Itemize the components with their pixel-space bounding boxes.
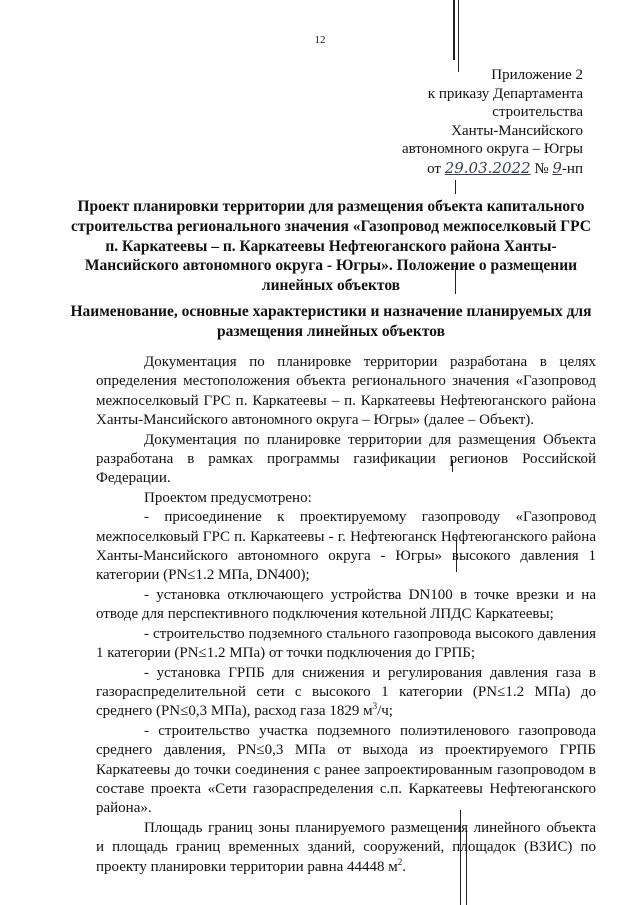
list-item: - установка отключающего устройства DN100 в точке врезки и на отводе для перспективного подключения котельной ЛПДС Каркатеевы; — [96, 586, 596, 623]
unit-tail: . — [402, 858, 407, 875]
appendix-from: от — [427, 160, 441, 177]
document-body — [96, 353, 596, 877]
paragraph: Документация по планировке территории для размещения Объекта разработана в рамках программы газификации регионов Российской Федерации. — [96, 431, 596, 487]
list-item: - присоединение к проектируемому газопроводу «Газопровод межпоселковый ГРС п. Каркатеевы - г. Нефтеюганск Нефтеюганского района Ханты-Мансийского автономного округа - Югры» высокого давления 1 категории (PN≤1.2 МПа, DN400); — [96, 509, 596, 584]
appendix-line5: автономного округа – Югры — [401, 141, 583, 158]
section-heading: Наименование, основные характеристики и назначение планируемых для размещения линейных объектов — [70, 303, 592, 340]
document-title: Проект планировки территории для размещения объекта капитального строительства регионального значения «Газопровод межпоселковый ГРС п. Каркатеевы – п. Каркатеевы Нефтеюганского района Ханты-Мансийского автономного округа - Югры». Положение о размещении линейных объектов — [71, 198, 591, 295]
paragraph: Документация по планировке территории разработана в целях определения местоположения объекта регионального значения «Газопровод межпоселковый ГРС п. Каркатеевы – п. Каркатеевы Нефтеюганского района Ханты-Мансийского автономного округа – Югры» (далее – Объект). — [96, 354, 596, 429]
appendix-line2: к приказу Департамента — [427, 85, 583, 102]
list-item — [96, 664, 596, 722]
list-item: - строительство подземного стального газопровода высокого давления 1 категории (PN≤1.2 МПа) от точки подключения до ГРПБ; — [96, 625, 596, 662]
unit-superscript: 3 — [372, 701, 378, 712]
appendix-number: 9 — [552, 158, 562, 177]
paragraph-text: Площадь границ зоны планируемого размещения линейного объекта и площадь границ временных зданий, сооружений, площадок (ВЗИС) по проекту планировки территории равна 44448 м — [96, 819, 596, 875]
appendix-line3: строительства — [492, 104, 583, 121]
scan-artifact-line — [453, 0, 455, 60]
unit-tail: /ч; — [377, 703, 393, 720]
appendix-no-sign: № — [534, 160, 549, 177]
appendix-line1: Приложение 2 — [491, 67, 583, 83]
appendix-date: 29.03.2022 — [444, 158, 531, 177]
list-item: - строительство участка подземного полиэтиленового газопровода среднего давления, PN≤0,3 МПа от выхода из проектируемого ГРПБ Каркатеевы до точки соединения с ранее запроектированным газопроводом в составе проекта «Сети газораспределения с.п. Каркатеевы Нефтеюганского района». — [96, 722, 596, 817]
unit-superscript: 2 — [397, 856, 403, 867]
scan-artifact-line — [455, 180, 456, 194]
appendix-block — [402, 66, 583, 179]
appendix-suffix: -нп — [561, 160, 583, 177]
page-number: 12 — [314, 34, 326, 46]
paragraph: Проектом предусмотрено: — [144, 489, 312, 506]
appendix-date-line — [402, 159, 583, 179]
appendix-line4: Ханты-Мансийского — [451, 122, 583, 139]
paragraph — [96, 819, 596, 877]
list-item-text: - установка ГРПБ для снижения и регулирования давления газа в газораспределительной сети с высокого 1 категории (PN≤1.2 МПа) до среднего (PN≤0,3 МПа), расход газа 1829 м — [96, 664, 596, 720]
